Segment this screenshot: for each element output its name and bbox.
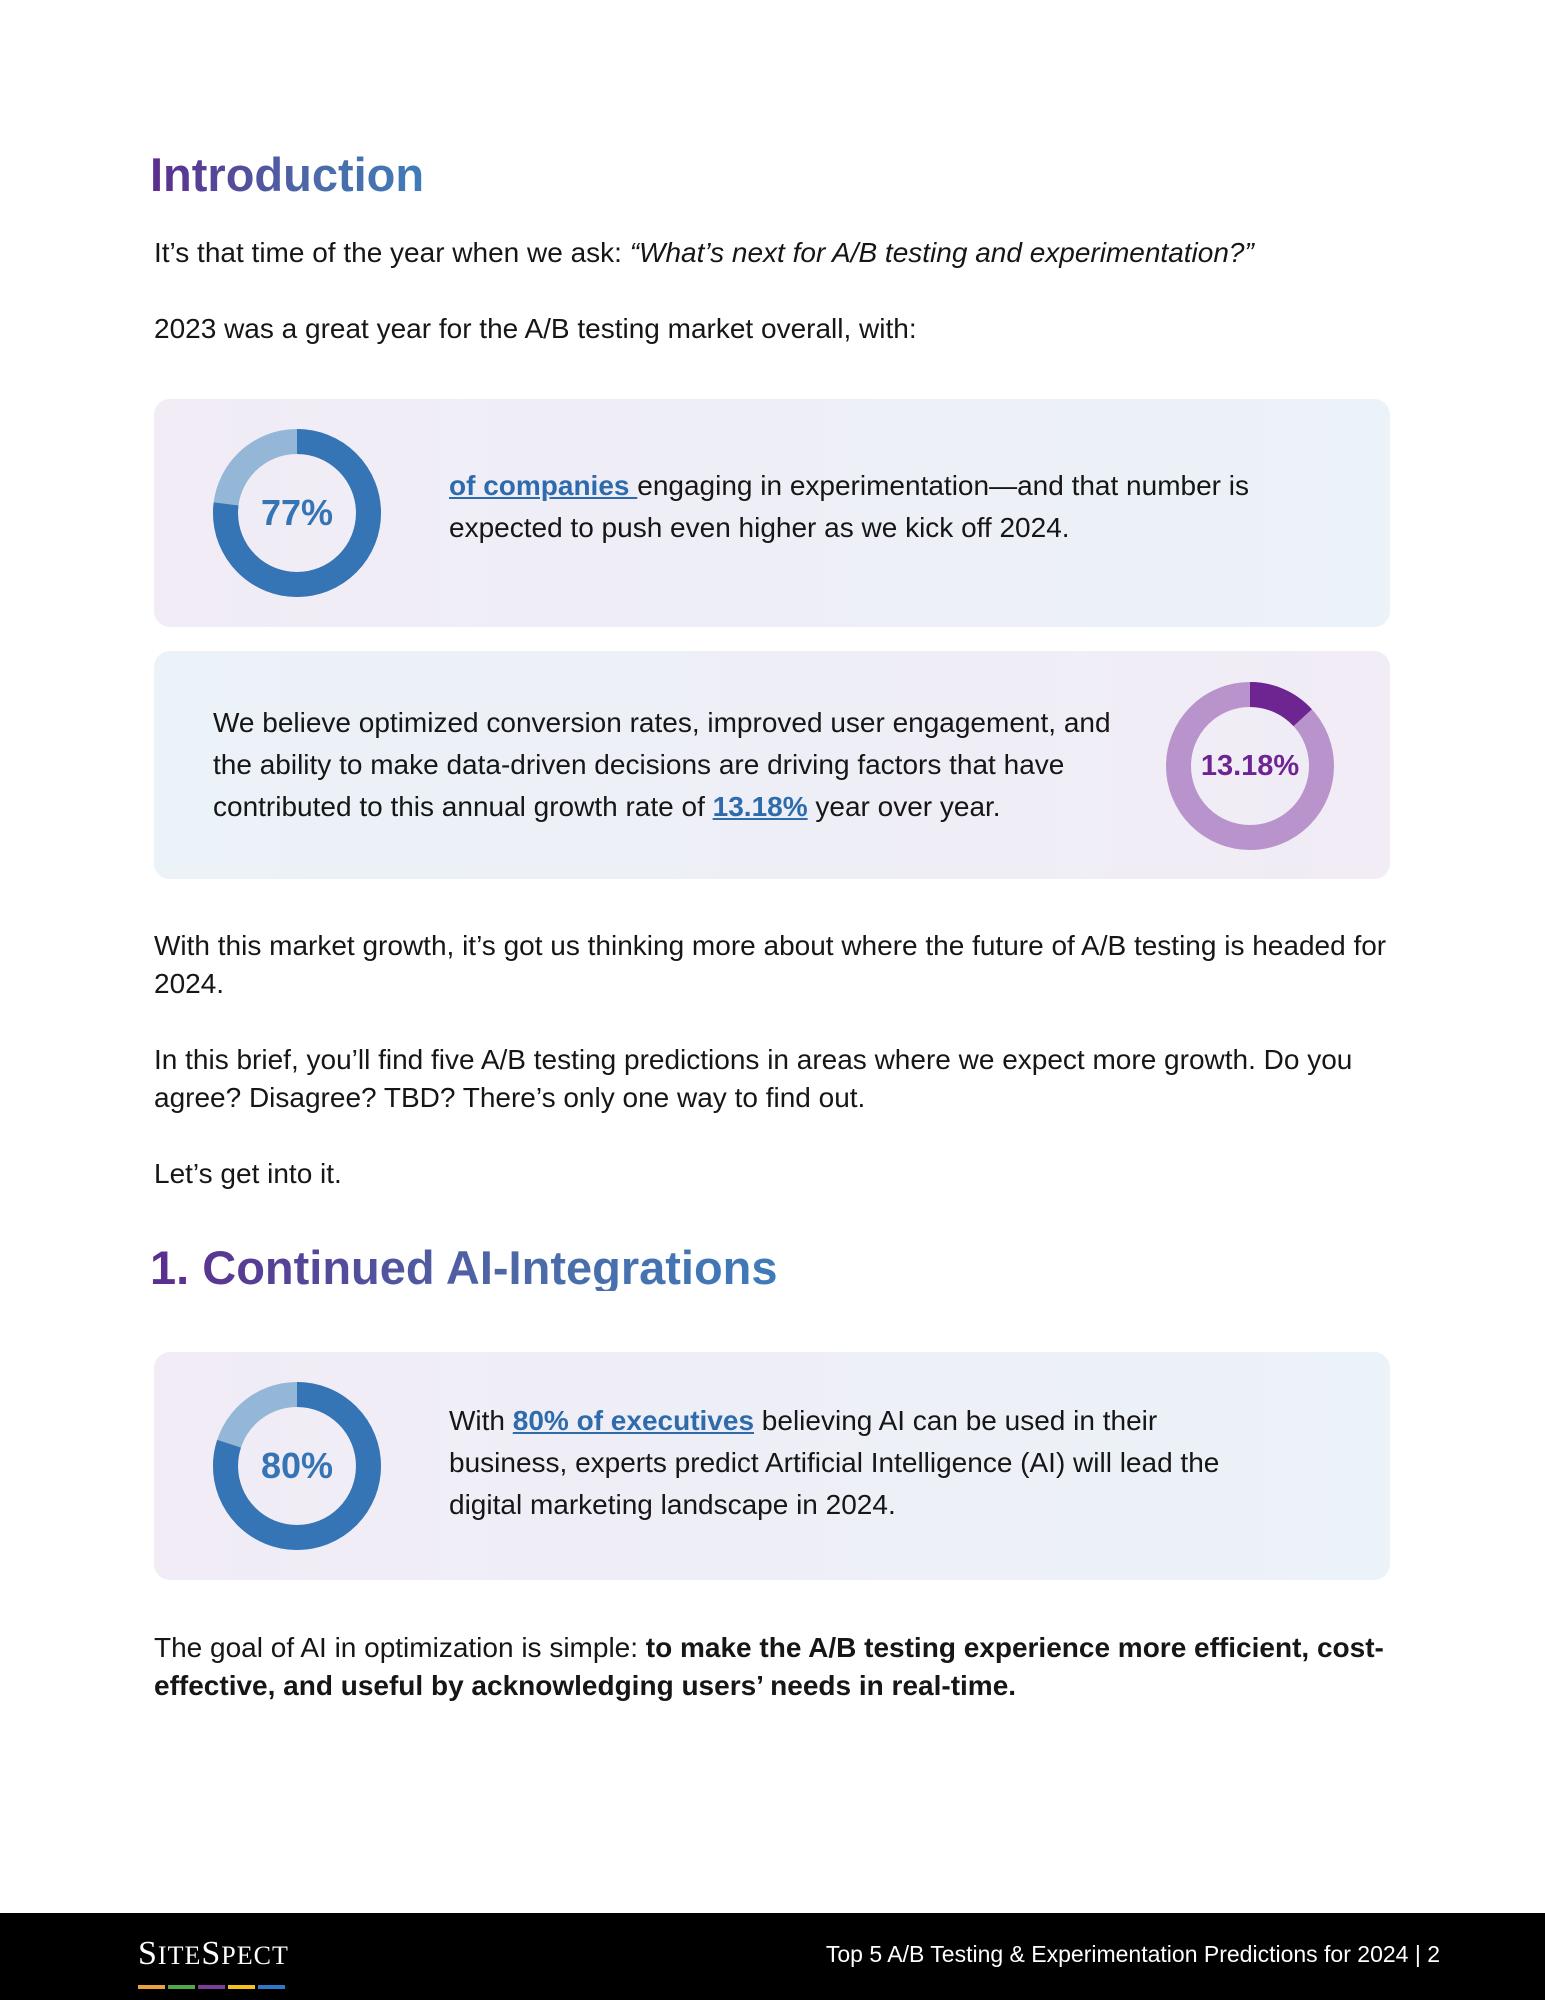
logo-bar-segment — [168, 1985, 195, 1989]
stat-card-executives — [154, 1352, 1390, 1580]
donut-value-label: 13.18% — [1200, 749, 1300, 782]
card-companies-body: engaging in experimentation—and that number is expected to push even higher as we kick off 2024. — [449, 470, 1249, 543]
logo-color-bar — [138, 1985, 285, 1989]
donut-value-label: 80% — [260, 1445, 334, 1486]
card-executives-prefix: With — [449, 1405, 513, 1436]
ai-goal-bold: to make the A/B testing experience more efficient, cost-effective, and useful by acknowledging users’ needs in real-time. — [154, 1632, 1384, 1701]
intro-question-prefix: It’s that time of the year when we ask: — [154, 237, 630, 268]
logo-bar-segment — [228, 1985, 255, 1989]
card-executives-text — [449, 1400, 1269, 1526]
section1-heading: 1. Continued AI-Integrations — [150, 1241, 778, 1294]
donut-chart-13-18 — [1166, 682, 1334, 850]
card-executives-body: believing AI can be used in their business, experts predict Artificial Intelligence (AI) will lead the digital marketing landscape in 2024. — [449, 1405, 1220, 1520]
card-companies-text — [449, 465, 1279, 549]
card-growth-suffix: year over year. — [807, 791, 1001, 822]
donut-chart-80 — [213, 1382, 381, 1550]
executives-link[interactable]: 80% of executives — [512, 1405, 755, 1436]
of-companies-link[interactable]: of companies — [449, 470, 638, 501]
lets-get-into-it: Let’s get into it. — [154, 1158, 342, 1189]
stat-card-growth-rate — [154, 651, 1390, 879]
card-growth-text — [213, 702, 1133, 828]
ai-goal-prefix: The goal of AI in optimization is simple: — [154, 1632, 646, 1663]
logo-bar-segment — [258, 1985, 285, 1989]
market-growth-paragraph: With this market growth, it’s got us thinking more about where the future of A/B testing is headed for 2024. — [154, 930, 1387, 999]
intro-market-line: 2023 was a great year for the A/B testing market overall, with: — [154, 313, 917, 344]
page-footer — [0, 1913, 1545, 2000]
intro-question-quote: “What’s next for A/B testing and experimentation?” — [629, 237, 1254, 268]
growth-rate-link[interactable]: 13.18% — [712, 791, 808, 822]
donut-value-label: 77% — [260, 492, 334, 533]
intro-question-line — [154, 234, 1394, 272]
brief-paragraph: In this brief, you’ll find five A/B testing predictions in areas where we expect more growth. Do you agree? Disagree? TBD? There’s only one way to find out. — [154, 1044, 1353, 1113]
sitespect-logo: SITESPECT — [138, 1935, 289, 1973]
ai-goal-paragraph — [154, 1629, 1394, 1705]
logo-bar-segment — [198, 1985, 225, 1989]
footer-title-page-number: Top 5 A/B Testing & Experimentation Predictions for 2024 | 2 — [825, 1941, 1440, 1967]
logo-bar-segment — [138, 1985, 165, 1989]
intro-heading: Introduction — [150, 148, 425, 201]
card-growth-body: We believe optimized conversion rates, improved user engagement, and the ability to make data-driven decisions are driving factors that have contributed to this annual growth rate of — [213, 707, 1111, 822]
donut-chart-77 — [213, 429, 381, 597]
stat-card-companies — [154, 399, 1390, 627]
